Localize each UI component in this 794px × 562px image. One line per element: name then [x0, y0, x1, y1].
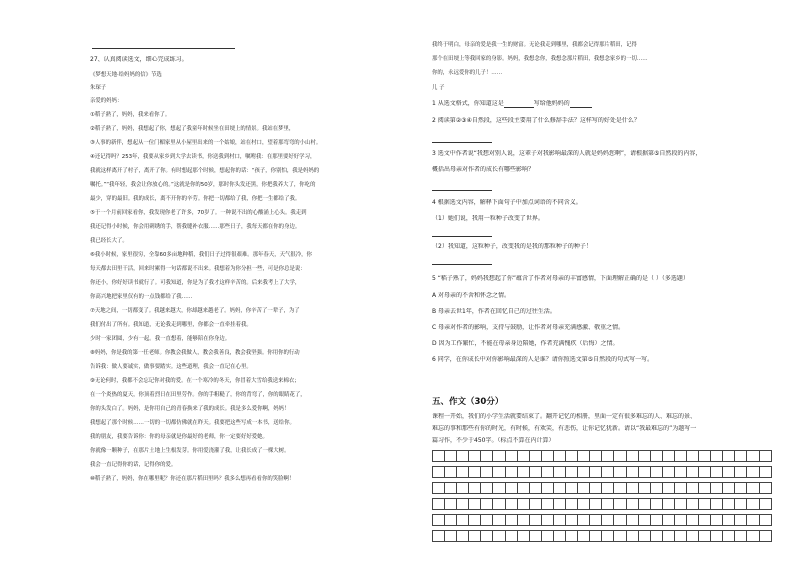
grid-cell[interactable]: [457, 467, 469, 478]
essay-prompt-line: 课程一开始，我们的小学生活就要结束了。翻开记忆的相册，里面一定有很多难忘的人、难忘的景、: [432, 413, 697, 420]
grid-cell[interactable]: [517, 499, 529, 510]
grid-cell[interactable]: [723, 531, 735, 542]
passage-line: 你还小，你好好读书就行了。可我知道，你是为了我才这样辛苦的。后来我考上了大学，: [90, 280, 301, 286]
grid-cell[interactable]: [662, 451, 674, 462]
grid-cell[interactable]: [445, 515, 457, 526]
grid-cell[interactable]: [747, 467, 759, 478]
grid-cell[interactable]: [674, 483, 686, 494]
grid-cell[interactable]: [614, 515, 626, 526]
grid-cell[interactable]: [578, 483, 590, 494]
grid-cell[interactable]: [445, 531, 457, 542]
passage-line: ④还记得吗？253年，我要从家乡到大学去读书，你送我到村口，嘱咐我：在那里要好好学习，: [90, 154, 316, 160]
grid-cell[interactable]: [553, 483, 565, 494]
option-b[interactable]: B 母亲去世1年，作者在回忆自己的过往生活。: [432, 308, 556, 315]
grid-cell[interactable]: [493, 483, 505, 494]
grid-cell[interactable]: [662, 483, 674, 494]
grid-cell[interactable]: [590, 483, 602, 494]
grid-cell[interactable]: [759, 499, 771, 510]
grid-cell[interactable]: [747, 531, 759, 542]
grid-cell[interactable]: [662, 531, 674, 542]
grid-cell[interactable]: [686, 515, 698, 526]
question-4: 4 根据选文内容，解释下面句子中加点词语的不同含义。: [432, 199, 582, 206]
grid-cell[interactable]: [493, 467, 505, 478]
grid-cell[interactable]: [553, 467, 565, 478]
grid-cell[interactable]: [759, 515, 771, 526]
grid-cell[interactable]: [602, 467, 614, 478]
grid-cell[interactable]: [541, 515, 553, 526]
grid-cell[interactable]: [650, 499, 662, 510]
answer-line[interactable]: [432, 264, 492, 265]
grid-cell[interactable]: [759, 451, 771, 462]
grid-row: [433, 531, 772, 542]
letter-signature: 儿 子: [432, 85, 445, 91]
passage-line: ⑩稻子熟了，妈妈，你在哪里呢？你还在那片稻田里吗？我多么想再看看你的笑脸啊！: [90, 476, 295, 482]
grid-cell[interactable]: [433, 499, 445, 510]
grid-cell[interactable]: [578, 451, 590, 462]
grid-cell[interactable]: [662, 467, 674, 478]
grid-cell[interactable]: [481, 467, 493, 478]
passage-line: ⑧妈妈，你是我的第一任老师。你教会我做人，教会我善良，教会我坚强。你用你的行动: [90, 350, 300, 356]
grid-cell[interactable]: [686, 451, 698, 462]
grid-cell[interactable]: [747, 451, 759, 462]
grid-cell[interactable]: [650, 451, 662, 462]
essay-prompt-line: 篇习作，不少于450字。（标点不算在内计算）: [432, 437, 555, 444]
grid-cell[interactable]: [493, 499, 505, 510]
grid-cell[interactable]: [457, 515, 469, 526]
grid-cell[interactable]: [553, 515, 565, 526]
grid-cell[interactable]: [578, 499, 590, 510]
grid-cell[interactable]: [433, 451, 445, 462]
passage-line: 你就像一颗种子，在那片土地上生根发芽。你用爱浇灌了我，让我长成了一棵大树。: [90, 448, 290, 454]
grid-cell[interactable]: [699, 531, 711, 542]
question-4-item-2: （2）我知道，这粒种子，改变我的是我的那粒种子的种子！: [432, 243, 592, 250]
grid-cell[interactable]: [505, 467, 517, 478]
grid-cell[interactable]: [638, 515, 650, 526]
grid-cell[interactable]: [626, 531, 638, 542]
answer-blank[interactable]: [570, 101, 592, 108]
grid-cell[interactable]: [711, 467, 723, 478]
grid-cell[interactable]: [614, 483, 626, 494]
grid-cell[interactable]: [711, 499, 723, 510]
passage-source: 《梦想天地·给妈妈的信》节选: [90, 72, 162, 78]
grid-cell[interactable]: [457, 451, 469, 462]
grid-cell[interactable]: [686, 467, 698, 478]
grid-cell[interactable]: [529, 515, 541, 526]
grid-cell[interactable]: [711, 483, 723, 494]
grid-cell[interactable]: [699, 515, 711, 526]
grid-cell[interactable]: [493, 451, 505, 462]
grid-cell[interactable]: [602, 499, 614, 510]
answer-line[interactable]: [432, 142, 492, 143]
question-4-item-1: （1）她们说，我用一粒种子改变了世界。: [432, 215, 544, 222]
grid-cell[interactable]: [735, 451, 747, 462]
essay-prompt-line: 难忘的事和那些有你的时光，有时候，有欢笑，有悲伤，让你记忆犹新。请以“我最难忘的”为题写一: [432, 425, 697, 432]
grid-cell[interactable]: [638, 483, 650, 494]
grid-cell[interactable]: [566, 483, 578, 494]
grid-cell[interactable]: [481, 531, 493, 542]
grid-cell[interactable]: [711, 531, 723, 542]
grid-row: [433, 483, 772, 494]
grid-cell[interactable]: [614, 467, 626, 478]
passage-line: ①稻子熟了，妈妈，我来看你了。: [90, 112, 171, 118]
passage-line: 每天都去田里干活，回来时累得一句话都说不出来。我想着为你分担一些，可是你总是说：: [90, 266, 306, 272]
grid-cell[interactable]: [626, 499, 638, 510]
grid-cell[interactable]: [723, 467, 735, 478]
grid-cell[interactable]: [517, 451, 529, 462]
grid-cell[interactable]: [433, 483, 445, 494]
passage-line: ⑤于一个月前回家看你，我发现你老了许多，70岁了。一种说不出的心酸涌上心头。我走到: [90, 210, 307, 216]
passage-line: 我已经长大了。: [90, 238, 128, 244]
grid-cell[interactable]: [686, 499, 698, 510]
grid-cell[interactable]: [735, 499, 747, 510]
grid-cell[interactable]: [590, 467, 602, 478]
essay-writing-grid[interactable]: [432, 450, 772, 542]
grid-cell[interactable]: [493, 515, 505, 526]
grid-cell[interactable]: [433, 467, 445, 478]
grid-cell[interactable]: [445, 499, 457, 510]
grid-cell[interactable]: [469, 499, 481, 510]
grid-cell[interactable]: [566, 499, 578, 510]
grid-cell[interactable]: [566, 467, 578, 478]
grid-cell[interactable]: [517, 515, 529, 526]
grid-cell[interactable]: [747, 499, 759, 510]
grid-cell[interactable]: [650, 531, 662, 542]
grid-cell[interactable]: [723, 515, 735, 526]
grid-cell[interactable]: [638, 451, 650, 462]
grid-cell[interactable]: [553, 499, 565, 510]
grid-cell[interactable]: [541, 451, 553, 462]
grid-cell[interactable]: [566, 451, 578, 462]
grid-cell[interactable]: [566, 531, 578, 542]
grid-cell[interactable]: [626, 483, 638, 494]
grid-cell[interactable]: [686, 531, 698, 542]
passage-line: 最少，穿的最旧。我的成长，离不开你的辛劳。你把一切都给了我，你把一生都给了我。: [90, 196, 301, 202]
grid-cell[interactable]: [638, 499, 650, 510]
grid-cell[interactable]: [614, 531, 626, 542]
grid-cell[interactable]: [529, 499, 541, 510]
grid-cell[interactable]: [578, 531, 590, 542]
grid-row: [433, 515, 772, 526]
question-3-line1: 3 选文中作者说“我想对别人说，这辈子对我影响最深的人就是妈妈您啊”，请根据第⑤自然段的内容，: [432, 150, 702, 157]
grid-cell[interactable]: [578, 467, 590, 478]
grid-cell[interactable]: [469, 531, 481, 542]
option-a[interactable]: A 对母亲的不舍和怀念之情。: [432, 292, 511, 299]
grid-cell[interactable]: [541, 499, 553, 510]
grid-cell[interactable]: [505, 451, 517, 462]
passage-line: 少时一家团圆，少有一起。我一直想着，能够陪在你身边。: [90, 336, 231, 342]
grid-cell[interactable]: [481, 515, 493, 526]
grid-row: [433, 467, 772, 478]
grid-cell[interactable]: [602, 483, 614, 494]
grid-cell[interactable]: [493, 531, 505, 542]
grid-cell[interactable]: [650, 467, 662, 478]
grid-cell[interactable]: [529, 483, 541, 494]
passage-line: ③人事的新伴，想起从一位门楣家里从小屋里出来的一个姑娘，站在村口，望着那弯弯的小山村。: [90, 140, 322, 146]
passage-line: 我想起了那个时候……一切的一切都仿佛就在昨天。我要把这些写成一本书，送给你。: [90, 420, 295, 426]
grid-cell[interactable]: [602, 515, 614, 526]
grid-cell[interactable]: [699, 483, 711, 494]
grid-cell[interactable]: [602, 531, 614, 542]
grid-cell[interactable]: [735, 515, 747, 526]
passage-continued-line: 你的，永远爱你的儿子！……: [432, 70, 503, 76]
grid-row: [433, 499, 772, 510]
grid-cell[interactable]: [759, 531, 771, 542]
passage-line: 嘱托。”“我年轻，我会让你放心的。”这就是你的50岁，那时你头发还黑，你把我养大了，你吃的: [90, 182, 316, 188]
grid-cell[interactable]: [674, 451, 686, 462]
grid-cell[interactable]: [457, 483, 469, 494]
section-title-composition: 五、作文（30分）: [432, 397, 504, 407]
grid-cell[interactable]: [735, 467, 747, 478]
answer-blank[interactable]: [504, 101, 534, 108]
question-5: 5 “稻子熟了，妈妈我想起了你”蕴含了作者对母亲的丰富感情，下面理解正确的是（ ）（多选题）: [432, 275, 689, 282]
grid-cell[interactable]: [433, 531, 445, 542]
grid-cell[interactable]: [723, 483, 735, 494]
question-2: 2 阅读第②③④自然段，这些段主要用了什么修辞手法？这样写的好处是什么？: [432, 117, 640, 124]
top-divider: [92, 48, 235, 49]
grid-cell[interactable]: [711, 515, 723, 526]
grid-cell[interactable]: [505, 499, 517, 510]
letter-greeting: 亲爱的妈妈：: [90, 98, 123, 104]
passage-line: 告诉我：做人要诚实，做事要踏实。这些道理，我会一直记在心里。: [90, 364, 252, 370]
grid-cell[interactable]: [747, 515, 759, 526]
grid-cell[interactable]: [662, 515, 674, 526]
passage-continued-line: 我终于明白，母亲的爱是我一生的财富。无论我走到哪里，我都会记得那片稻田，记得: [432, 42, 637, 48]
grid-cell[interactable]: [445, 483, 457, 494]
grid-cell[interactable]: [614, 451, 626, 462]
grid-cell[interactable]: [735, 483, 747, 494]
grid-cell[interactable]: [505, 531, 517, 542]
passage-line: 我的朋友，我要告诉你：你的母亲就是你最好的老师，你一定要好好爱她。: [90, 434, 268, 440]
grid-cell[interactable]: [481, 499, 493, 510]
grid-cell[interactable]: [674, 515, 686, 526]
question-6: 6 同学，在你成长中对你影响最深的人是谁？请你照选文第⑤自然段的句式写一写。: [432, 356, 654, 363]
grid-cell[interactable]: [650, 483, 662, 494]
grid-cell[interactable]: [541, 483, 553, 494]
grid-cell[interactable]: [481, 483, 493, 494]
passage-line: 我会一直记得你的话，记得你的爱。: [90, 462, 177, 468]
question-3-line2: 概括出母亲对作者的成长有哪些影响？: [432, 166, 535, 173]
grid-cell[interactable]: [457, 499, 469, 510]
answer-line[interactable]: [432, 190, 492, 191]
grid-cell[interactable]: [686, 483, 698, 494]
grid-cell[interactable]: [674, 499, 686, 510]
passage-line: 你的头发白了。妈妈，是你用自己的青春换来了我的成长。我是多么爱你啊，妈妈！: [90, 406, 290, 412]
question-27-heading: 27、认真阅读选文，细心完成练习。: [90, 56, 188, 63]
grid-cell[interactable]: [638, 467, 650, 478]
question-1: 1 从选文格式，你知道这是 写给他妈妈的: [432, 100, 760, 108]
grid-cell[interactable]: [553, 531, 565, 542]
grid-cell[interactable]: [699, 467, 711, 478]
grid-cell[interactable]: [445, 467, 457, 478]
grid-cell[interactable]: [481, 451, 493, 462]
grid-cell[interactable]: [711, 451, 723, 462]
grid-cell[interactable]: [457, 531, 469, 542]
grid-cell[interactable]: [541, 531, 553, 542]
grid-cell[interactable]: [469, 515, 481, 526]
passage-line: 我们付出了所有。我知道，无论我走到哪里，你都会一直牵挂着我。: [90, 322, 252, 328]
passage-line: 你高兴地把家里仅有的一点钱都给了我……: [90, 294, 193, 300]
grid-cell[interactable]: [590, 515, 602, 526]
grid-cell[interactable]: [759, 483, 771, 494]
grid-cell[interactable]: [723, 451, 735, 462]
passage-line: 我就这样离开了村子，离开了你。有时想起那个时候，想起你的话：“孩子，你别怕，我是妈妈的: [90, 168, 320, 174]
grid-cell[interactable]: [735, 531, 747, 542]
grid-cell[interactable]: [590, 499, 602, 510]
grid-cell[interactable]: [553, 451, 565, 462]
grid-cell[interactable]: [469, 451, 481, 462]
grid-cell[interactable]: [674, 531, 686, 542]
passage-line: ⑨无论何时，我都不会忘记你对我的爱。在一个寒冷的冬天，你冒着大雪给我送来棉衣；: [90, 378, 300, 384]
grid-cell[interactable]: [469, 483, 481, 494]
grid-cell[interactable]: [517, 483, 529, 494]
option-c[interactable]: C 母亲对作者的影响，支持与鼓励，让作者对母亲充满感激、敬重之情。: [432, 324, 625, 331]
option-d[interactable]: D 因为工作繁忙，不能在母亲身边陪她，作者充满愧疚（后悔）之情。: [432, 340, 619, 347]
grid-cell[interactable]: [566, 515, 578, 526]
passage-line: ②稻子熟了，妈妈，我想起了你，想起了我童年时候坐在田埂上的情景。我站在梦里，: [90, 126, 295, 132]
grid-cell[interactable]: [602, 451, 614, 462]
grid-cell[interactable]: [699, 499, 711, 510]
passage-line: 我还记得小时候，你会用刺绣的手，帮我缝补衣服……那些日子，我每天都在你的身边。: [90, 224, 301, 230]
grid-row: [433, 451, 772, 462]
passage-line: ⑦天地之间，一切都变了。我越来越大，你却越来越老了。妈妈，你辛苦了一辈子，为了: [90, 308, 300, 314]
grid-cell[interactable]: [445, 451, 457, 462]
grid-cell[interactable]: [674, 467, 686, 478]
grid-cell[interactable]: [529, 467, 541, 478]
answer-line[interactable]: [432, 236, 492, 237]
grid-cell[interactable]: [614, 499, 626, 510]
grid-cell[interactable]: [505, 515, 517, 526]
grid-cell[interactable]: [505, 483, 517, 494]
grid-cell[interactable]: [433, 515, 445, 526]
grid-cell[interactable]: [638, 531, 650, 542]
passage-line: 在一个炎热的夏天，你顶着烈日在田里劳作。你的手粗糙了，你的背弯了，你的眼睛花了，: [90, 392, 306, 398]
grid-cell[interactable]: [650, 515, 662, 526]
passage-line: ⑥我小时候，家里很穷，全靠60多亩地种稻，我们日子过得很艰难。那年春天，天气很冷，你: [90, 252, 312, 258]
grid-cell[interactable]: [590, 531, 602, 542]
grid-cell[interactable]: [626, 467, 638, 478]
passage-author: 朱琛子: [90, 85, 107, 91]
grid-cell[interactable]: [723, 499, 735, 510]
grid-cell[interactable]: [626, 451, 638, 462]
grid-cell[interactable]: [541, 467, 553, 478]
grid-cell[interactable]: [590, 451, 602, 462]
grid-cell[interactable]: [578, 515, 590, 526]
grid-cell[interactable]: [626, 515, 638, 526]
grid-cell[interactable]: [529, 451, 541, 462]
grid-cell[interactable]: [517, 467, 529, 478]
grid-cell[interactable]: [747, 483, 759, 494]
grid-cell[interactable]: [699, 451, 711, 462]
grid-cell[interactable]: [759, 467, 771, 478]
grid-cell[interactable]: [517, 531, 529, 542]
grid-cell[interactable]: [529, 531, 541, 542]
passage-continued-line: 那个在田埂上等我回家的身影。妈妈，我想念你，我想念那片稻田，我想念家乡的一切……: [432, 56, 648, 62]
grid-cell[interactable]: [469, 467, 481, 478]
grid-cell[interactable]: [662, 499, 674, 510]
